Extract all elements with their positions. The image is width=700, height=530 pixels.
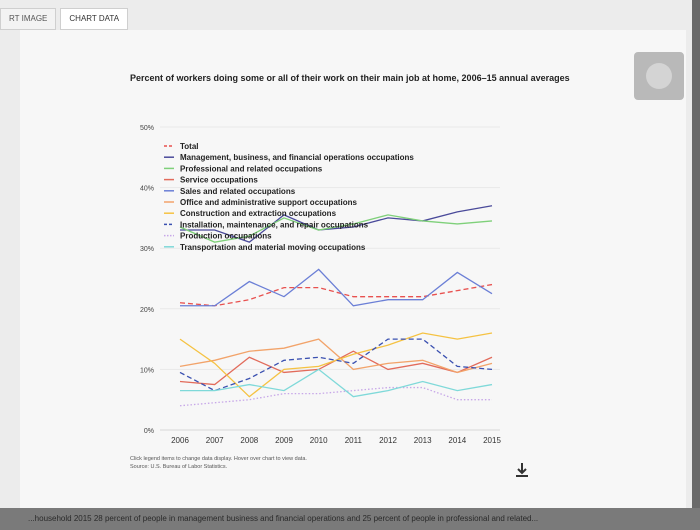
series-line-5[interactable] <box>180 269 492 305</box>
y-tick-label: 20% <box>139 306 154 314</box>
chart-source: Source: U.S. Bureau of Labor Statistics. <box>130 464 228 470</box>
legend-item-label[interactable]: Professional and related occupations <box>180 164 323 174</box>
legend-item-label[interactable]: Construction and extraction occupations <box>180 209 337 219</box>
legend-item-label[interactable]: Service occupations <box>180 175 258 185</box>
tab-chart-data[interactable]: CHART DATA <box>60 8 128 30</box>
x-tick-label: 2015 <box>483 436 501 445</box>
series-line-9[interactable] <box>180 388 492 406</box>
x-tick-label: 2014 <box>448 436 467 445</box>
legend-item-label[interactable]: Office and administrative support occupations <box>180 198 357 207</box>
y-tick-label: 0% <box>143 428 154 435</box>
y-tick-label: 30% <box>139 246 154 254</box>
x-tick-label: 2008 <box>240 436 259 445</box>
legend-item-label[interactable]: Total <box>180 142 199 151</box>
tab-image[interactable]: RT IMAGE <box>0 8 56 30</box>
download-icon <box>512 460 532 480</box>
chart-title: Percent of workers doing some or all of their work on their main job at home, 2006–15 annual averages <box>130 73 570 83</box>
y-tick-label: 50% <box>139 125 154 132</box>
x-tick-label: 2010 <box>309 436 328 445</box>
chart-hint: Click legend items to change data display. Hover over chart to view data. <box>130 456 307 462</box>
legend-item-label[interactable]: Management, business, and financial operations occupations <box>180 153 414 163</box>
legend-item-label[interactable]: Installation, maintenance, and repair occupations <box>180 220 369 230</box>
x-tick-label: 2009 <box>275 436 293 445</box>
series-line-6[interactable] <box>180 339 492 372</box>
legend-item-label[interactable]: Transportation and material moving occupations <box>180 242 366 252</box>
y-tick-label: 40% <box>139 185 154 193</box>
legend-item-label[interactable]: Production occupations <box>180 231 272 241</box>
legend-item-label[interactable]: Sales and related occupations <box>180 186 296 196</box>
y-tick-label: 10% <box>139 367 154 375</box>
bottom-article-text: ...household 2015 28 percent of people in management business and financial operations and 25 percent of people in professional and related... <box>0 508 700 530</box>
download-button[interactable] <box>512 460 532 480</box>
x-tick-label: 2012 <box>379 436 397 445</box>
x-tick-label: 2006 <box>171 436 189 445</box>
x-tick-label: 2013 <box>413 436 432 445</box>
series-line-10[interactable] <box>180 369 492 396</box>
x-tick-label: 2011 <box>344 436 362 445</box>
x-tick-label: 2007 <box>205 436 224 445</box>
